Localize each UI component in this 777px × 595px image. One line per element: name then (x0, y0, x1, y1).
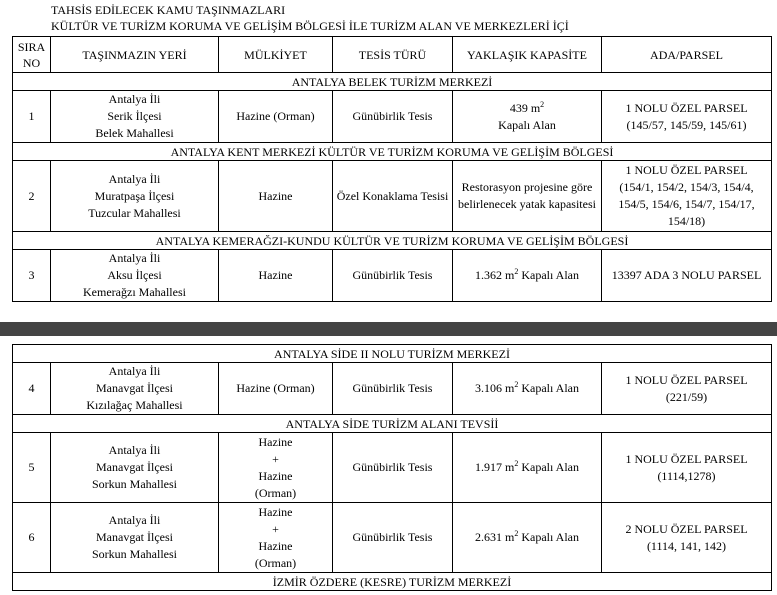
location-cell: Antalya İli Manavgat İlçesi Kızılağaç Mahallesi (51, 363, 219, 415)
facility-type-cell: Günübirlik Tesis (333, 91, 453, 143)
parcel-cell: 1 NOLU ÖZEL PARSEL (145/57, 145/59, 145/61) (602, 91, 772, 143)
row-number: 1 (13, 91, 51, 143)
parcel-cell: 13397 ADA 3 NOLU PARSEL (602, 250, 772, 302)
property-table-part-1 (12, 36, 772, 302)
section-row (13, 573, 772, 591)
column-header-mulkiyet: MÜLKİYET (219, 37, 333, 73)
row-number: 2 (13, 161, 51, 232)
location-cell: Antalya İli Aksu İlçesi Kemerağzı Mahallesi (51, 250, 219, 302)
parcel-cell: 1 NOLU ÖZEL PARSEL (154/1, 154/2, 154/3, 154/4, 154/5, 154/6, 154/7, 154/17, 154/18) (602, 161, 772, 232)
section-title: ANTALYA KENT MERKEZİ KÜLTÜR VE TURİZM KORUMA VE GELİŞİM BÖLGESİ (13, 143, 772, 161)
section-row (13, 345, 772, 363)
location-cell: Antalya İli Serik İlçesi Belek Mahallesi (51, 91, 219, 143)
document-subtitle: KÜLTÜR VE TURİZM KORUMA VE GELİŞİM BÖLGESİ İLE TURİZM ALAN VE MERKEZLERİ İÇİ (51, 19, 569, 33)
ownership-cell: Hazine + Hazine (Orman) (219, 503, 333, 573)
table-header-row (13, 37, 772, 73)
capacity-cell: 439 $m^2$ Kapalı Alan (453, 91, 602, 143)
table-row (13, 433, 772, 503)
facility-type-cell: Günübirlik Tesis (333, 250, 453, 302)
capacity-cell: 1.917 $m^2$ Kapalı Alan (453, 433, 602, 503)
ownership-cell: Hazine (219, 161, 333, 232)
parcel-cell: 1 NOLU ÖZEL PARSEL (1114,1278) (602, 433, 772, 503)
document-page-2 (11, 336, 771, 595)
capacity-cell: 1.362 $m^2$ Kapalı Alan (453, 250, 602, 302)
row-number: 5 (13, 433, 51, 503)
ownership-cell: Hazine (Orman) (219, 363, 333, 415)
parcel-cell: 1 NOLU ÖZEL PARSEL (221/59) (602, 363, 772, 415)
column-header-kapasite: YAKLAŞIK KAPASİTE (453, 37, 602, 73)
section-row (13, 143, 772, 161)
table-row (13, 503, 772, 573)
section-title: ANTALYA SİDE II NOLU TURİZM MERKEZİ (13, 345, 772, 363)
parcel-cell: 2 NOLU ÖZEL PARSEL (1114, 141, 142) (602, 503, 772, 573)
location-cell: Antalya İli Manavgat İlçesi Sorkun Mahallesi (51, 503, 219, 573)
facility-type-cell: Günübirlik Tesis (333, 363, 453, 415)
capacity-cell: Restorasyon projesine göre belirlenecek yatak kapasitesi (453, 161, 602, 232)
section-row (13, 73, 772, 91)
facility-type-cell: Günübirlik Tesis (333, 503, 453, 573)
row-number: 3 (13, 250, 51, 302)
capacity-cell: 2.631 $m^2$ Kapalı Alan (453, 503, 602, 573)
table-row (13, 250, 772, 302)
column-header-sira: SIRA NO (13, 37, 51, 73)
table-row (13, 363, 772, 415)
ownership-cell: Hazine (219, 250, 333, 302)
facility-type-cell: Özel Konaklama Tesisi (333, 161, 453, 232)
row-number: 6 (13, 503, 51, 573)
section-title: İZMİR ÖZDERE (KESRE) TURİZM MERKEZİ (13, 573, 772, 591)
property-table-part-2 (12, 344, 772, 591)
section-title: ANTALYA SİDE TURİZM ALANI TEVSİİ (13, 415, 772, 433)
table-row (13, 161, 772, 232)
facility-type-cell: Günübirlik Tesis (333, 433, 453, 503)
ownership-cell: Hazine (Orman) (219, 91, 333, 143)
capacity-cell: 3.106 $m^2$ Kapalı Alan (453, 363, 602, 415)
column-header-tesis: TESİS TÜRÜ (333, 37, 453, 73)
document-title: TAHSİS EDİLECEK KAMU TAŞINMAZLARI (51, 3, 286, 17)
ownership-cell: Hazine + Hazine (Orman) (219, 433, 333, 503)
row-number: 4 (13, 363, 51, 415)
location-cell: Antalya İli Manavgat İlçesi Sorkun Mahallesi (51, 433, 219, 503)
location-cell: Antalya İli Muratpaşa İlçesi Tuzcular Mahallesi (51, 161, 219, 232)
section-row (13, 232, 772, 250)
page-separator (0, 322, 777, 336)
section-row (13, 415, 772, 433)
document-page-1 (11, 0, 771, 322)
section-title: ANTALYA BELEK TURİZM MERKEZİ (13, 73, 772, 91)
column-header-parsel: ADA/PARSEL (602, 37, 772, 73)
table-row (13, 91, 772, 143)
column-header-yer: TAŞINMAZIN YERİ (51, 37, 219, 73)
section-title: ANTALYA KEMERAĞZI-KUNDU KÜLTÜR VE TURİZM KORUMA VE GELİŞİM BÖLGESİ (13, 232, 772, 250)
